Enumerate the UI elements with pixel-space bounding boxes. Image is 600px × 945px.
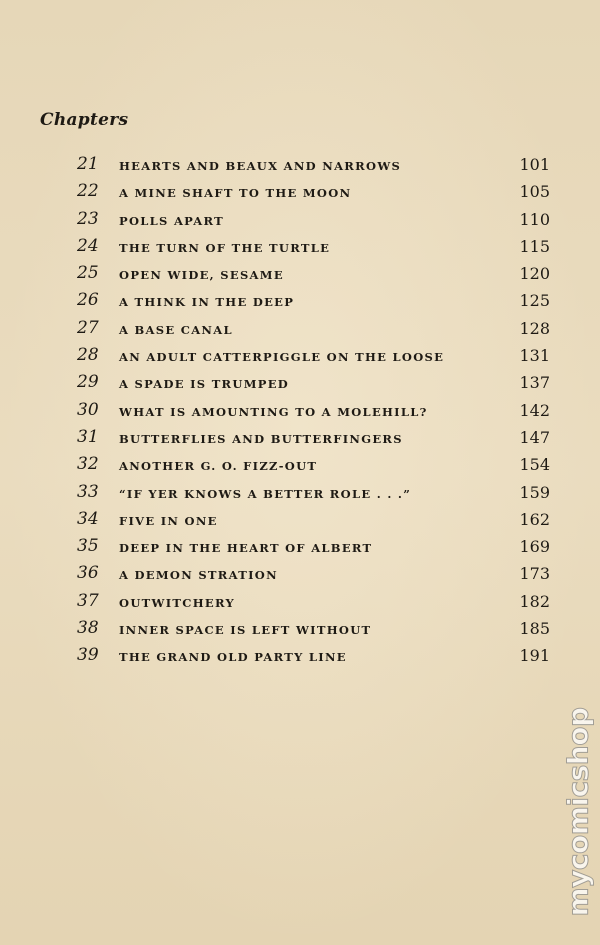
chapter-title: BUTTERFLIES AND BUTTERFINGERS xyxy=(119,431,403,446)
toc-row xyxy=(0,288,600,315)
chapter-page-number: 120 xyxy=(519,264,550,284)
toc-row xyxy=(0,370,600,397)
chapter-number: 37 xyxy=(77,590,99,611)
toc-row xyxy=(0,316,600,343)
watermark xyxy=(558,687,598,937)
chapter-number: 26 xyxy=(77,290,99,311)
chapter-title: AN ADULT CATTERPIGGLE ON THE LOOSE xyxy=(119,350,445,365)
chapter-page-number: 142 xyxy=(519,400,550,420)
toc-row xyxy=(0,452,600,479)
chapter-number: 30 xyxy=(77,399,99,420)
chapter-title: OPEN WIDE, SESAME xyxy=(119,268,284,283)
toc-row xyxy=(0,343,600,370)
chapter-title: A SPADE IS TRUMPED xyxy=(119,377,290,392)
chapter-page-number: 110 xyxy=(519,209,550,229)
toc-row xyxy=(0,480,600,507)
chapter-title: THE TURN OF THE TURTLE xyxy=(119,240,331,255)
chapter-title: WHAT IS AMOUNTING TO A MOLEHILL? xyxy=(119,404,428,419)
toc-row xyxy=(0,261,600,288)
chapter-page-number: 162 xyxy=(519,509,550,529)
chapters-heading: Chapters xyxy=(40,110,129,130)
chapter-title: A THINK IN THE DEEP xyxy=(119,295,295,310)
chapter-number: 31 xyxy=(77,426,99,447)
chapter-title: “IF YER KNOWS A BETTER ROLE . . .” xyxy=(119,486,412,501)
chapter-title: ANOTHER G. O. FIZZ-OUT xyxy=(119,459,318,474)
toc-row xyxy=(0,616,600,643)
chapter-number: 35 xyxy=(77,536,99,557)
chapter-page-number: 159 xyxy=(519,482,550,502)
chapter-title: A BASE CANAL xyxy=(119,322,233,337)
chapter-title: OUTWITCHERY xyxy=(119,595,235,610)
toc-row xyxy=(0,179,600,206)
toc-row xyxy=(0,643,600,670)
chapter-page-number: 131 xyxy=(519,346,550,366)
toc-row xyxy=(0,398,600,425)
toc-row xyxy=(0,207,600,234)
chapter-number: 25 xyxy=(77,263,99,284)
chapter-page-number: 182 xyxy=(519,591,550,611)
chapter-number: 23 xyxy=(77,208,99,229)
chapter-page-number: 101 xyxy=(519,155,550,174)
chapter-title: HEARTS AND BEAUX AND NARROWS xyxy=(119,159,402,173)
chapter-number: 38 xyxy=(77,618,99,639)
toc-row xyxy=(0,534,600,561)
chapter-number: 28 xyxy=(77,345,99,366)
toc-row xyxy=(0,425,600,452)
chapter-number: 39 xyxy=(77,645,99,666)
chapter-title: INNER SPACE IS LEFT WITHOUT xyxy=(119,623,372,638)
chapter-number: 34 xyxy=(77,508,99,529)
toc-row xyxy=(0,507,600,534)
toc-row xyxy=(0,152,600,179)
chapter-number: 36 xyxy=(77,563,99,584)
chapter-page-number: 185 xyxy=(519,619,550,639)
toc-row xyxy=(0,234,600,261)
chapter-page-number: 191 xyxy=(519,646,550,666)
table-of-contents xyxy=(0,152,600,671)
chapter-number: 32 xyxy=(77,454,99,475)
chapter-number: 29 xyxy=(77,372,99,393)
chapter-page-number: 137 xyxy=(519,373,550,393)
chapter-title: THE GRAND OLD PARTY LINE xyxy=(119,650,347,665)
chapter-number: 33 xyxy=(77,481,99,502)
watermark-text: mycomicshop xyxy=(561,707,595,917)
chapter-page-number: 147 xyxy=(519,427,550,447)
chapter-title: DEEP IN THE HEART OF ALBERT xyxy=(119,541,373,556)
chapter-title: A DEMON STRATION xyxy=(119,568,278,583)
chapter-page-number: 169 xyxy=(519,537,550,557)
chapter-title: FIVE IN ONE xyxy=(119,513,218,528)
chapter-number: 22 xyxy=(77,181,99,202)
chapter-page-number: 105 xyxy=(519,182,550,202)
chapter-page-number: 173 xyxy=(519,564,550,584)
chapter-number: 21 xyxy=(77,154,99,174)
chapter-page-number: 125 xyxy=(519,291,550,311)
toc-row xyxy=(0,589,600,616)
chapter-page-number: 115 xyxy=(519,236,550,256)
toc-row xyxy=(0,561,600,588)
chapter-title: A MINE SHAFT TO THE MOON xyxy=(119,186,352,201)
chapter-page-number: 154 xyxy=(519,455,550,475)
chapter-number: 24 xyxy=(77,235,99,256)
chapter-number: 27 xyxy=(77,317,99,338)
chapter-title: POLLS APART xyxy=(119,213,225,228)
chapter-page-number: 128 xyxy=(519,318,550,338)
